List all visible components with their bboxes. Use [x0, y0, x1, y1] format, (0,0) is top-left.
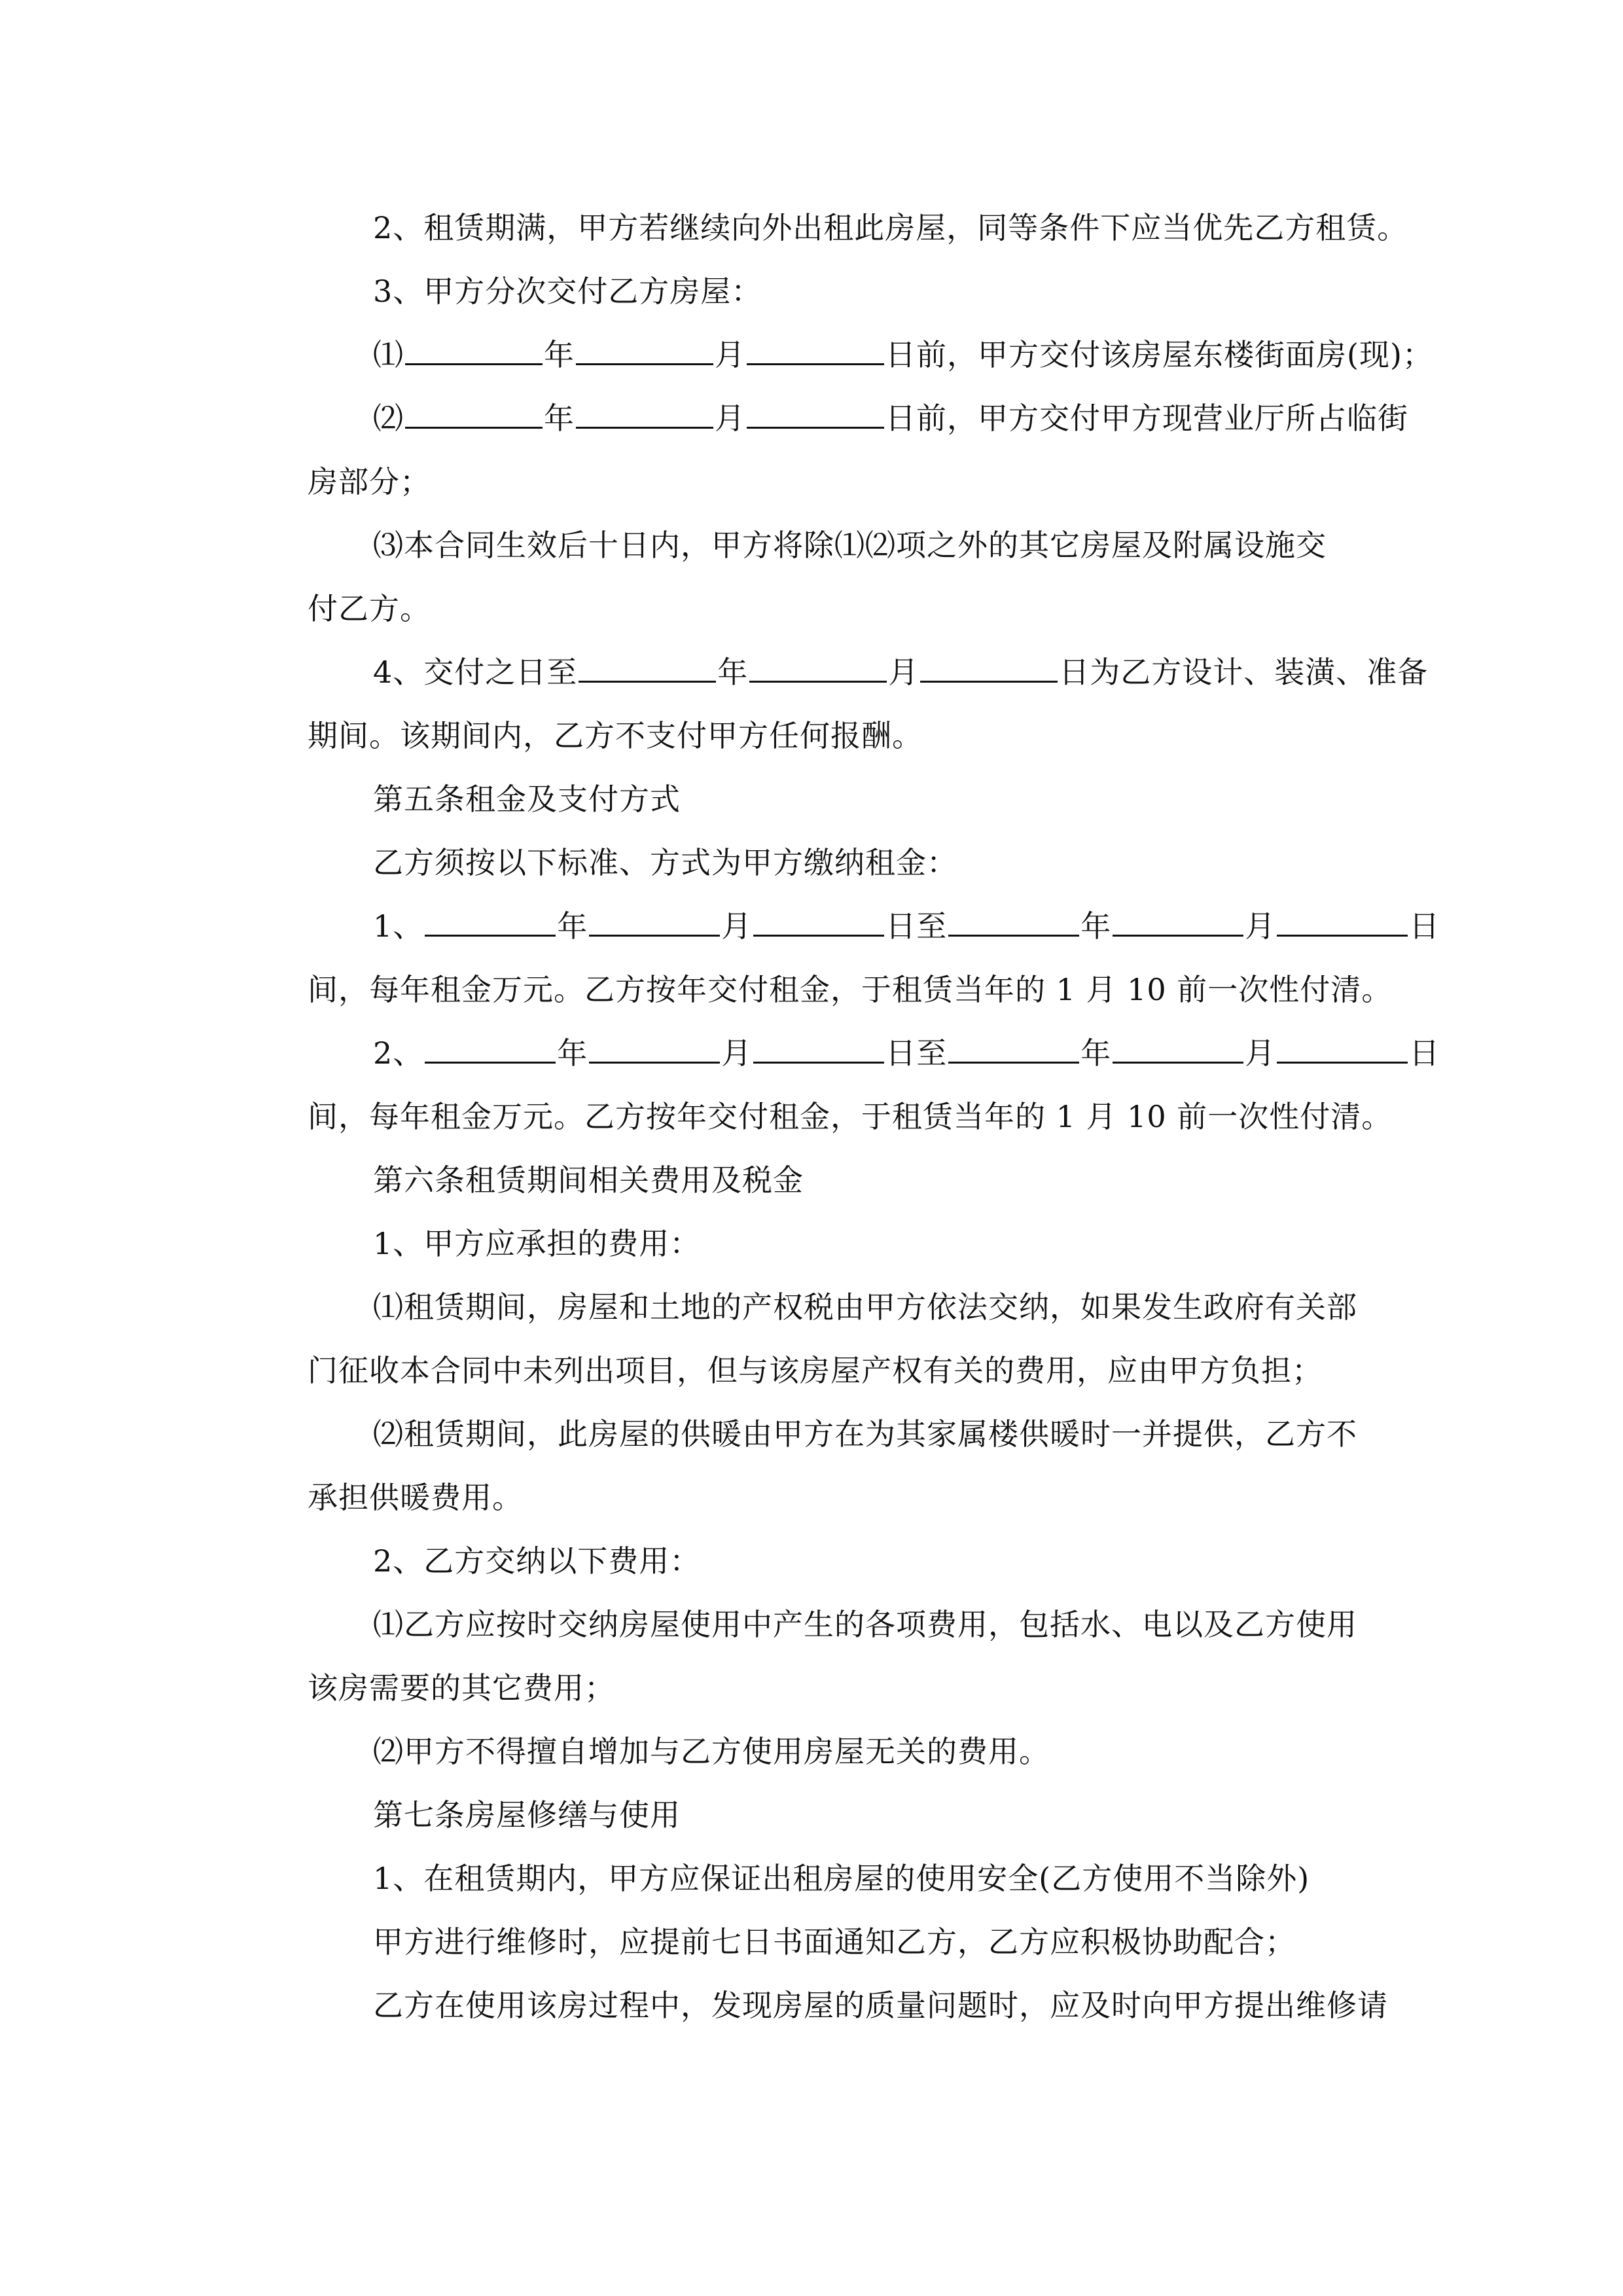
text-line [308, 1593, 1387, 1657]
text-line [308, 641, 1429, 704]
line-text-part: 年 [1080, 1035, 1112, 1071]
line-text-part: 月 [1245, 908, 1276, 944]
text-line [308, 1339, 1387, 1403]
fill-in-blank[interactable] [425, 908, 556, 937]
text-line [308, 450, 1387, 514]
text-line [308, 1022, 1440, 1085]
line-text: 乙方在使用该房过程中，发现房屋的质量问题时，应及时向甲方提出维修请 [373, 1988, 1388, 2023]
fill-in-blank[interactable] [1277, 908, 1408, 937]
fill-in-blank[interactable] [405, 401, 543, 429]
text-line [308, 831, 1387, 895]
fill-in-blank[interactable] [1277, 1035, 1408, 1064]
line-text: 1、甲方应承担的费用： [373, 1226, 701, 1261]
text-line [308, 1466, 1387, 1530]
line-text-part: 日 [1409, 908, 1440, 944]
line-text-part: 年 [557, 908, 588, 944]
text-line [308, 1276, 1387, 1339]
document-body [308, 196, 1440, 2037]
line-text: 期间。该期间内，乙方不支付甲方任何报酬。 [308, 718, 923, 753]
line-text-part: ⑵ [373, 401, 404, 436]
text-line [308, 323, 1433, 387]
line-text-part: 日前，甲方交付甲方现营业厅所占临街 [885, 401, 1408, 436]
line-text-part: 月 [721, 908, 753, 944]
fill-in-blank[interactable] [589, 908, 720, 937]
line-text-part: 年 [557, 1035, 588, 1071]
line-text: ⑶本合同生效后十日内，甲方将除⑴⑵项之外的其它房屋及附属设施交 [373, 528, 1327, 563]
line-text-part: 日前，甲方交付该房屋东楼街面房(现)； [885, 337, 1433, 372]
line-text: 3、甲方分次交付乙方房屋： [373, 274, 762, 309]
fill-in-blank[interactable] [579, 655, 716, 683]
text-line [308, 1403, 1387, 1466]
line-text: ⑵租赁期间，此房屋的供暖由甲方在为其家属楼供暖时一并提供，乙方不 [373, 1416, 1357, 1452]
line-text: 间，每年租金万元。乙方按年交付租金，于租赁当年的 1 月 10 前一次性付清。 [308, 1099, 1393, 1134]
line-text-part: 日至 [885, 908, 948, 944]
text-line [308, 1530, 1387, 1593]
text-line [308, 577, 1387, 641]
line-text: 该房需要的其它费用； [308, 1670, 615, 1706]
text-line [308, 1847, 1387, 1910]
line-text: 承担供暖费用。 [308, 1480, 523, 1515]
fill-in-blank[interactable] [749, 655, 887, 683]
fill-in-blank[interactable] [589, 1035, 720, 1064]
fill-in-blank[interactable] [405, 337, 543, 365]
fill-in-blank[interactable] [1113, 1035, 1243, 1064]
line-text: ⑴乙方应按时交纳房屋使用中产生的各项费用，包括水、电以及乙方使用 [373, 1607, 1357, 1642]
text-line [308, 1784, 1387, 1847]
line-text-part: 年 [544, 401, 575, 436]
line-text-part: 1、 [373, 908, 424, 944]
text-line [308, 768, 1387, 831]
text-line [308, 1720, 1387, 1784]
fill-in-blank[interactable] [576, 337, 713, 365]
line-text-part: 月 [888, 655, 919, 690]
text-line [308, 895, 1440, 958]
line-text-part: 日至 [885, 1035, 948, 1071]
line-text: 房部分； [308, 464, 431, 499]
line-text-part: 日 [1409, 1035, 1440, 1071]
line-text: ⑴租赁期间，房屋和土地的产权税由甲方依法交纳，如果发生政府有关部 [373, 1289, 1357, 1325]
fill-in-blank[interactable] [753, 908, 884, 937]
text-line [308, 387, 1408, 450]
text-line [308, 1085, 1393, 1149]
fill-in-blank[interactable] [753, 1035, 884, 1064]
line-text: 甲方进行维修时，应提前七日书面通知乙方，乙方应积极协助配合； [373, 1924, 1296, 1960]
text-line [308, 260, 1387, 323]
text-line [308, 1212, 1387, 1276]
fill-in-blank[interactable] [747, 337, 884, 365]
fill-in-blank[interactable] [920, 655, 1058, 683]
line-text-part: 月 [721, 1035, 753, 1071]
fill-in-blank[interactable] [747, 401, 884, 429]
line-text: 间，每年租金万元。乙方按年交付租金，于租赁当年的 1 月 10 前一次性付清。 [308, 972, 1393, 1007]
line-text: 乙方须按以下标准、方式为甲方缴纳租金： [373, 845, 957, 880]
line-text-part: 日为乙方设计、装潢、准备 [1059, 655, 1429, 690]
text-line [308, 1974, 1387, 2037]
line-text: 第五条租金及支付方式 [373, 781, 681, 817]
fill-in-blank[interactable] [1113, 908, 1243, 937]
line-text: 2、乙方交纳以下费用： [373, 1543, 701, 1579]
line-text: 2、租赁期满，甲方若继续向外出租此房屋，同等条件下应当优先乙方租赁。 [373, 210, 1408, 245]
text-line [308, 1657, 1387, 1720]
line-text: 门征收本合同中未列出项目，但与该房屋产权有关的费用，应由甲方负担； [308, 1353, 1323, 1388]
text-line [308, 514, 1387, 577]
line-text: 第六条租赁期间相关费用及税金 [373, 1162, 804, 1198]
text-line [308, 1910, 1387, 1974]
line-text-part: 月 [715, 337, 745, 372]
line-text: ⑵甲方不得擅自增加与乙方使用房屋无关的费用。 [373, 1734, 1050, 1769]
fill-in-blank[interactable] [948, 1035, 1079, 1064]
line-text: 第七条房屋修缮与使用 [373, 1797, 681, 1833]
line-text: 1、在租赁期内，甲方应保证出租房屋的使用安全(乙方使用不当除外) [373, 1861, 1310, 1896]
line-text-part: ⑴ [373, 337, 404, 372]
text-line [308, 958, 1393, 1022]
line-text-part: 2、 [373, 1035, 424, 1071]
line-text-part: 月 [1245, 1035, 1276, 1071]
fill-in-blank[interactable] [576, 401, 713, 429]
line-text-part: 月 [715, 401, 745, 436]
line-text: 付乙方。 [308, 591, 431, 626]
line-text-part: 年 [544, 337, 575, 372]
line-text-part: 年 [1080, 908, 1112, 944]
text-line [308, 704, 1387, 768]
line-text-part: 年 [717, 655, 749, 690]
fill-in-blank[interactable] [948, 908, 1079, 937]
text-line [308, 1149, 1387, 1212]
text-line [308, 196, 1408, 260]
line-text-part: 4、交付之日至 [373, 655, 578, 690]
fill-in-blank[interactable] [425, 1035, 556, 1064]
